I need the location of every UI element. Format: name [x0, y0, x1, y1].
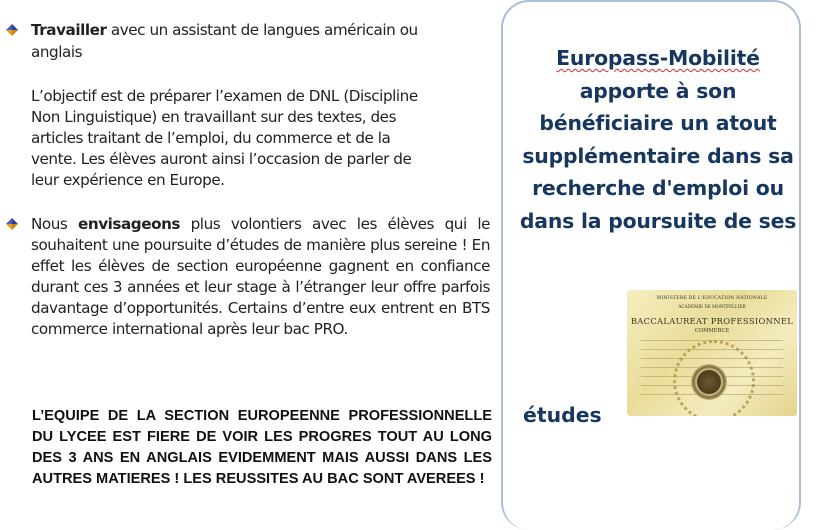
item2-paragraph	[31, 214, 490, 340]
objective-line: L’objectif est de préparer l’examen de DNL (Discipline	[31, 87, 418, 105]
objective-line: Non Linguistique) en travaillant sur des textes, des	[31, 108, 397, 126]
item1-keyword: Travailler	[31, 21, 107, 39]
diploma-ministry: MINISTERE DE L'EDUCATION NATIONALE	[656, 296, 768, 301]
diploma-specialty: COMMERCE	[694, 328, 730, 334]
item2-prefix: Nous	[31, 215, 78, 233]
seal-icon	[691, 364, 727, 400]
diploma-academy: ACADEMIE DE MONTPELLIER	[678, 304, 746, 309]
panel-heading	[513, 42, 803, 237]
objective-line: leur expérience en Europe.	[31, 171, 225, 189]
diamond-bullet-icon	[6, 218, 18, 230]
diploma-title: BACCALAUREAT PROFESSIONNEL	[630, 316, 794, 326]
objective-line: vente. Les élèves auront ainsi l’occasion de parler de	[31, 150, 412, 168]
objective-line: articles traitant de l’emploi, du commerce et de la	[31, 129, 391, 147]
item1-line1	[31, 20, 501, 41]
right-panel	[501, 0, 818, 516]
diamond-bullet-icon	[6, 24, 18, 36]
item2-keyword: envisageons	[78, 215, 181, 233]
item2-suffix: plus volontiers avec les élèves qui le souhaitent une poursuite d’études de manière plus sereine ! En effet les élèves de section européenne gagnent en confiance durant ces 3 années et leur stage à l’étranger leur offre parfois davantage d’opportunités. Certains d’entre eux entrent en BTS commerce international après leur bac PRO.	[31, 215, 490, 338]
closing-statement: L’EQUIPE DE LA SECTION EUROPEENNE PROFESSIONNELLE DU LYCEE EST FIERE DE VOIR LES PROGRES TOUT AU LONG DES 3 ANS EN ANGLAIS EVIDEMMENT MAIS AUSSI DANS LES AUTRES MATIERES ! LES REUSSITES AU BAC SONT AVEREES !	[32, 408, 492, 487]
heading-brand: Europass-Mobilité	[556, 46, 760, 70]
heading-rest: apporte à son bénéficiaire un atout supplémentaire dans sa recherche d'emploi ou dans la poursuite de ses	[519, 78, 797, 233]
item1-line2: anglais	[31, 43, 83, 61]
diploma-image	[627, 290, 797, 416]
trailing-word: études	[523, 403, 602, 427]
item1-line1-rest: avec un assistant de langues américain ou	[106, 21, 418, 39]
